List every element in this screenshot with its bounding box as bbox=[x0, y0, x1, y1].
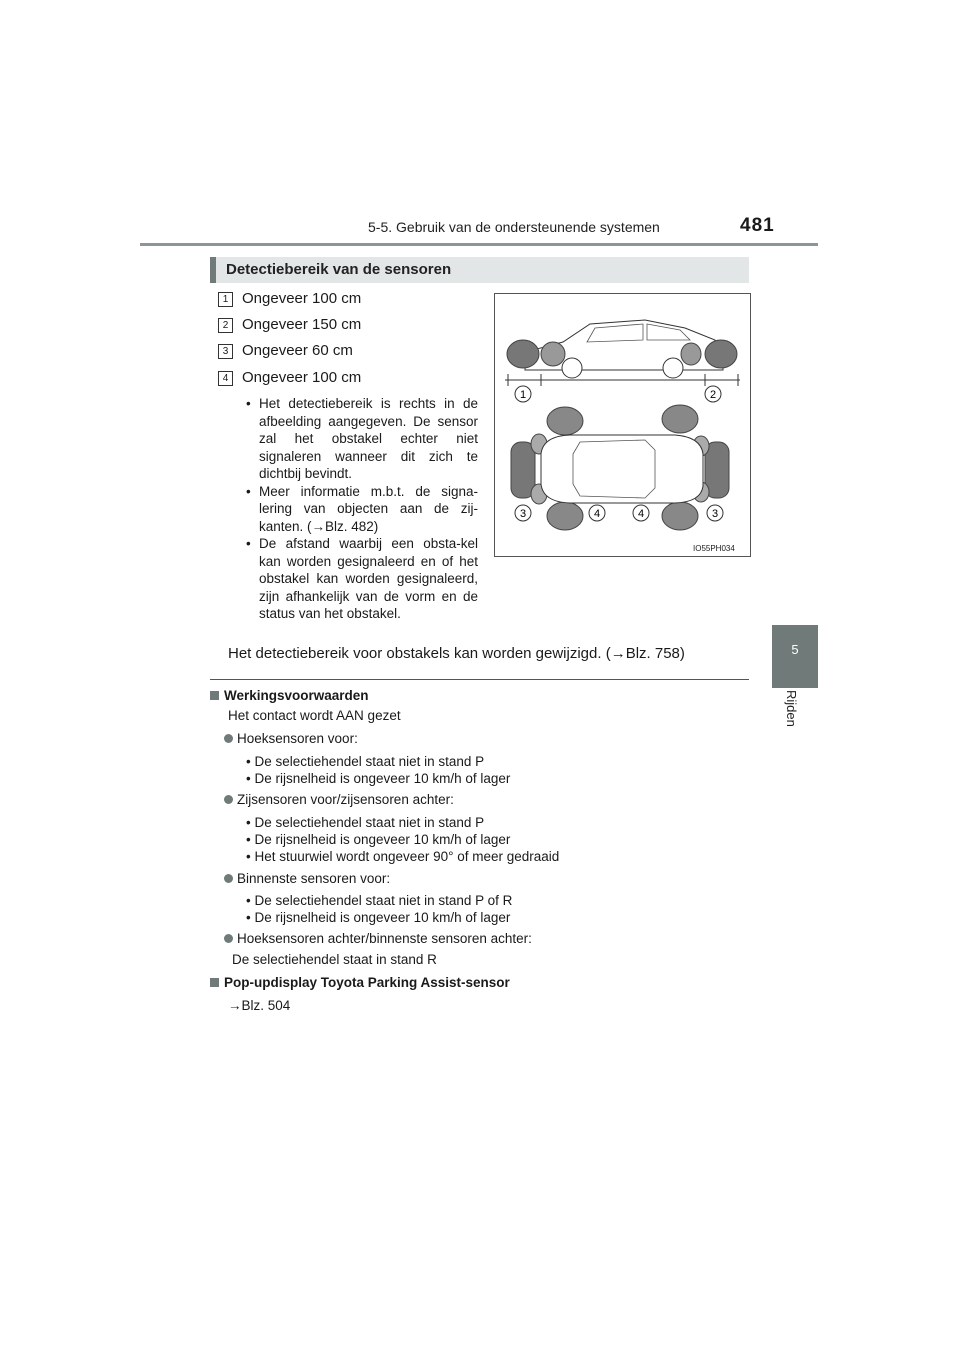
figure-code: IO55PH034 bbox=[693, 544, 735, 553]
note-item: • Het detectiebereik is rechts in de afbeelding aangegeven. De sensor zal het obstakel echter niet signaleren wanneer dit zich te dichtbij bevindt. bbox=[246, 396, 478, 481]
section-title-text: Detectiebereik van de sensoren bbox=[226, 261, 452, 278]
sensor-range-figure bbox=[494, 293, 751, 557]
note-item: • Meer informatie m.b.t. de signa-lering van objecten aan de zij-kanten. (→Blz. 482) bbox=[246, 483, 478, 534]
range-text: Ongeveer 150 cm bbox=[242, 316, 362, 333]
header-rule bbox=[140, 243, 818, 246]
range-text: Ongeveer 60 cm bbox=[242, 342, 353, 359]
callout-3b-label: 3 bbox=[711, 508, 719, 520]
section-title bbox=[210, 257, 749, 283]
front-corner-title: Hoeksensoren voor: bbox=[224, 731, 358, 746]
callout-number: 1 bbox=[218, 292, 233, 307]
circle-bullet-icon bbox=[224, 874, 233, 883]
chapter-number: 5 bbox=[791, 642, 799, 657]
rear-title: Hoeksensoren achter/binnenste sensoren achter: bbox=[224, 931, 532, 946]
list-item: • Het stuurwiel wordt ongeveer 90° of meer gedraaid bbox=[246, 849, 560, 864]
list-item: • De rijsnelheid is ongeveer 10 km/h of lager bbox=[246, 832, 511, 847]
chapter-tab bbox=[772, 625, 818, 688]
callout-number: 2 bbox=[218, 318, 233, 333]
square-bullet-icon bbox=[210, 691, 219, 700]
list-item: • De rijsnelheid is ongeveer 10 km/h of lager bbox=[246, 910, 511, 925]
side-title: Zijsensoren voor/zijsensoren achter: bbox=[224, 792, 454, 807]
chapter-label bbox=[784, 690, 806, 740]
list-item: • De rijsnelheid is ongeveer 10 km/h of lager bbox=[246, 771, 511, 786]
circle-bullet-icon bbox=[224, 795, 233, 804]
callout-4-label: 4 bbox=[593, 508, 601, 520]
list-item: • De selectiehendel staat niet in stand P bbox=[246, 754, 485, 769]
chapter-label-text: Rijden bbox=[784, 690, 799, 727]
conditions-intro: Het contact wordt AAN gezet bbox=[228, 708, 401, 723]
list-item: • De selectiehendel staat niet in stand P of R bbox=[246, 893, 513, 908]
callout-3-label: 3 bbox=[519, 508, 527, 520]
callout-4b-label: 4 bbox=[637, 508, 645, 520]
popup-ref: →Blz. 504 bbox=[228, 998, 291, 1013]
conditions-heading: Werkingsvoorwaarden bbox=[210, 688, 369, 703]
popup-heading: Pop-updisplay Toyota Parking Assist-sensor bbox=[210, 975, 510, 990]
section-title-bar bbox=[210, 257, 216, 283]
running-header: 5-5. Gebruik van de ondersteunende systemen bbox=[368, 219, 660, 235]
front-center-title: Binnenste sensoren voor: bbox=[224, 871, 390, 886]
list-item: • De selectiehendel staat niet in stand P bbox=[246, 815, 485, 830]
car-sensor-diagram bbox=[495, 294, 750, 556]
callout-2-label: 2 bbox=[709, 389, 717, 401]
section-rule bbox=[210, 679, 749, 680]
car-top-view bbox=[511, 405, 729, 530]
callout-1-label: 1 bbox=[519, 389, 527, 401]
range-text: Ongeveer 100 cm bbox=[242, 369, 362, 386]
circle-bullet-icon bbox=[224, 734, 233, 743]
detection-range-note: Het detectiebereik voor obstakels kan worden gewijzigd. (→Blz. 758) bbox=[228, 645, 685, 662]
callout-number: 4 bbox=[218, 371, 233, 386]
range-text: Ongeveer 100 cm bbox=[242, 290, 362, 307]
note-item: • De afstand waarbij een obsta-kel kan worden gesignaleerd en of het obstakel kan worden gesignaleerd, zijn afhankelijk van de vorm en de status van het obstakel. bbox=[246, 536, 478, 621]
circle-bullet-icon bbox=[224, 934, 233, 943]
rear-text: De selectiehendel staat in stand R bbox=[232, 952, 437, 967]
callout-number: 3 bbox=[218, 344, 233, 359]
car-side-view bbox=[505, 320, 740, 380]
range-notes bbox=[246, 395, 478, 623]
square-bullet-icon bbox=[210, 978, 219, 987]
page-number: 481 bbox=[740, 215, 775, 236]
